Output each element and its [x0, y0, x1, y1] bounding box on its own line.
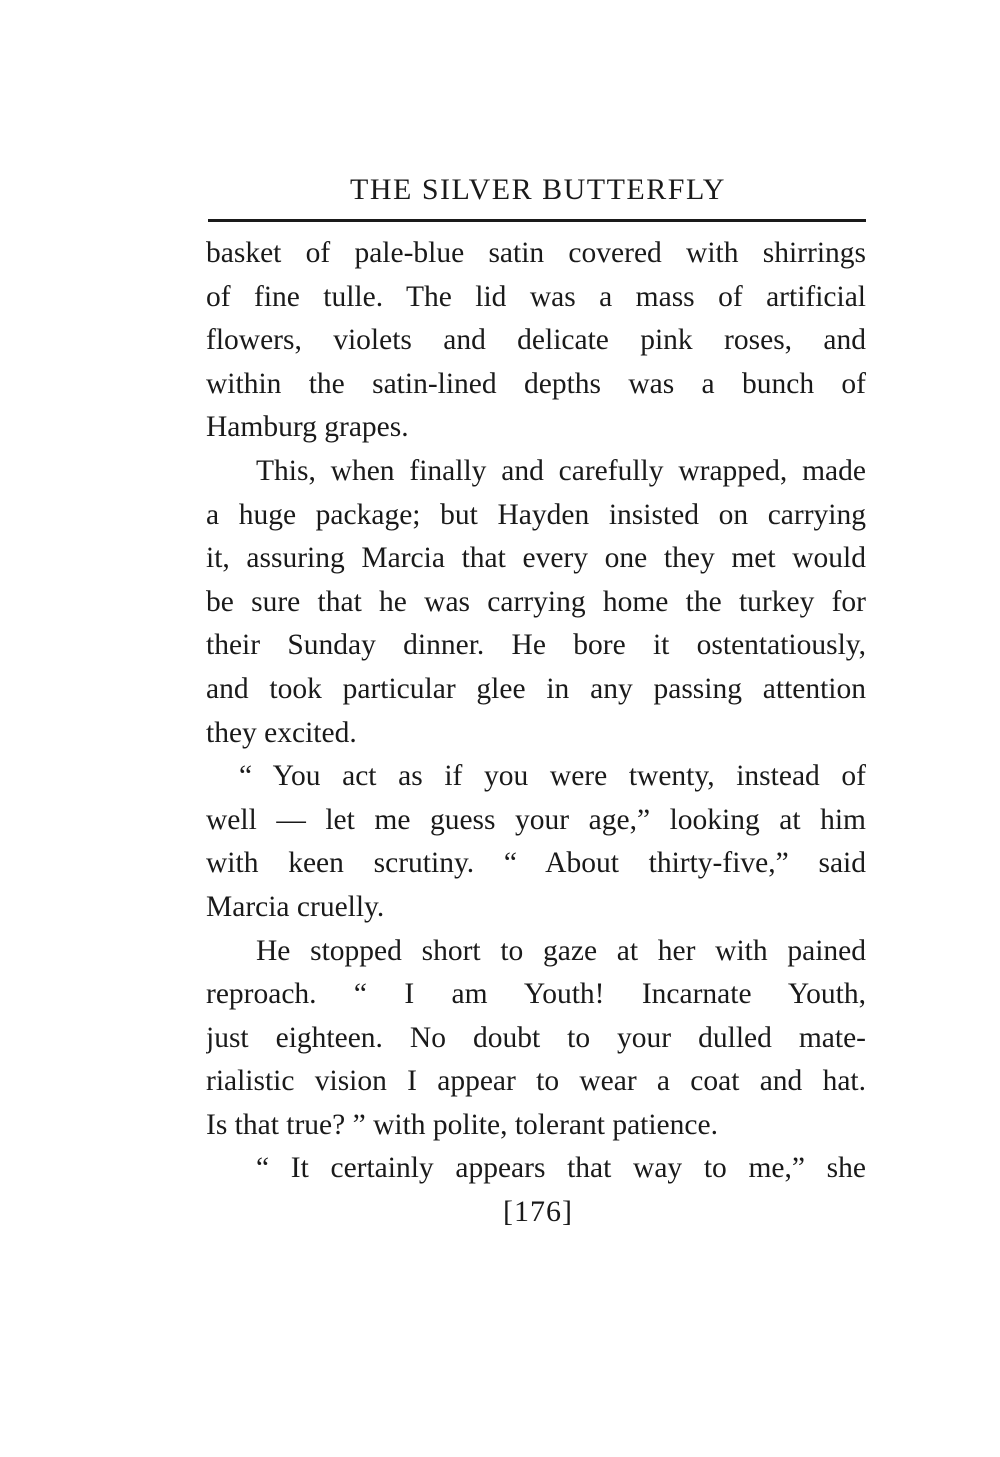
text-line: with keen scrutiny. “ About thirty-five,” said [206, 847, 866, 880]
text-line: they excited. [206, 716, 357, 749]
text-line: basket of pale-blue satin covered with shirrings [206, 237, 866, 269]
text-line: reproach. “ I am Youth! Incarnate Youth, [206, 978, 866, 1011]
text-line: Is that true? ” with polite, tolerant patience. [206, 1108, 718, 1141]
running-head: THE SILVER BUTTERFLY [350, 173, 726, 206]
text-line: rialistic vision I appear to wear a coat and hat. [206, 1065, 866, 1098]
text-line: “ You act as if you were twenty, instead of [239, 760, 866, 793]
text-line: just eighteen. No doubt to your dulled mate- [206, 1021, 866, 1054]
text-line: flowers, violets and delicate pink roses, and [206, 324, 866, 357]
text-line: Hamburg grapes. [206, 411, 409, 444]
text-line: This, when finally and carefully wrapped, made [256, 454, 866, 487]
text-line: “ It certainly appears that way to me,” she [256, 1152, 866, 1185]
text-line: it, assuring Marcia that every one they met would [206, 542, 866, 575]
text-line: Marcia cruelly. [206, 890, 385, 923]
header-rule [208, 219, 866, 222]
text-line: and took particular glee in any passing attention [206, 672, 866, 705]
body-text [206, 232, 866, 1191]
page-number: [176] [503, 1195, 573, 1228]
text-line: He stopped short to gaze at her with pained [256, 934, 866, 967]
text-line: their Sunday dinner. He bore it ostentatiously, [206, 629, 866, 662]
text-line: a huge package; but Hayden insisted on carrying [206, 498, 866, 531]
text-line: of fine tulle. The lid was a mass of artificial [206, 280, 866, 313]
text-line: within the satin-lined depths was a bunch of [206, 367, 866, 400]
text-line: be sure that he was carrying home the turkey for [206, 585, 866, 618]
text-line: well — let me guess your age,” looking at him [206, 803, 866, 836]
